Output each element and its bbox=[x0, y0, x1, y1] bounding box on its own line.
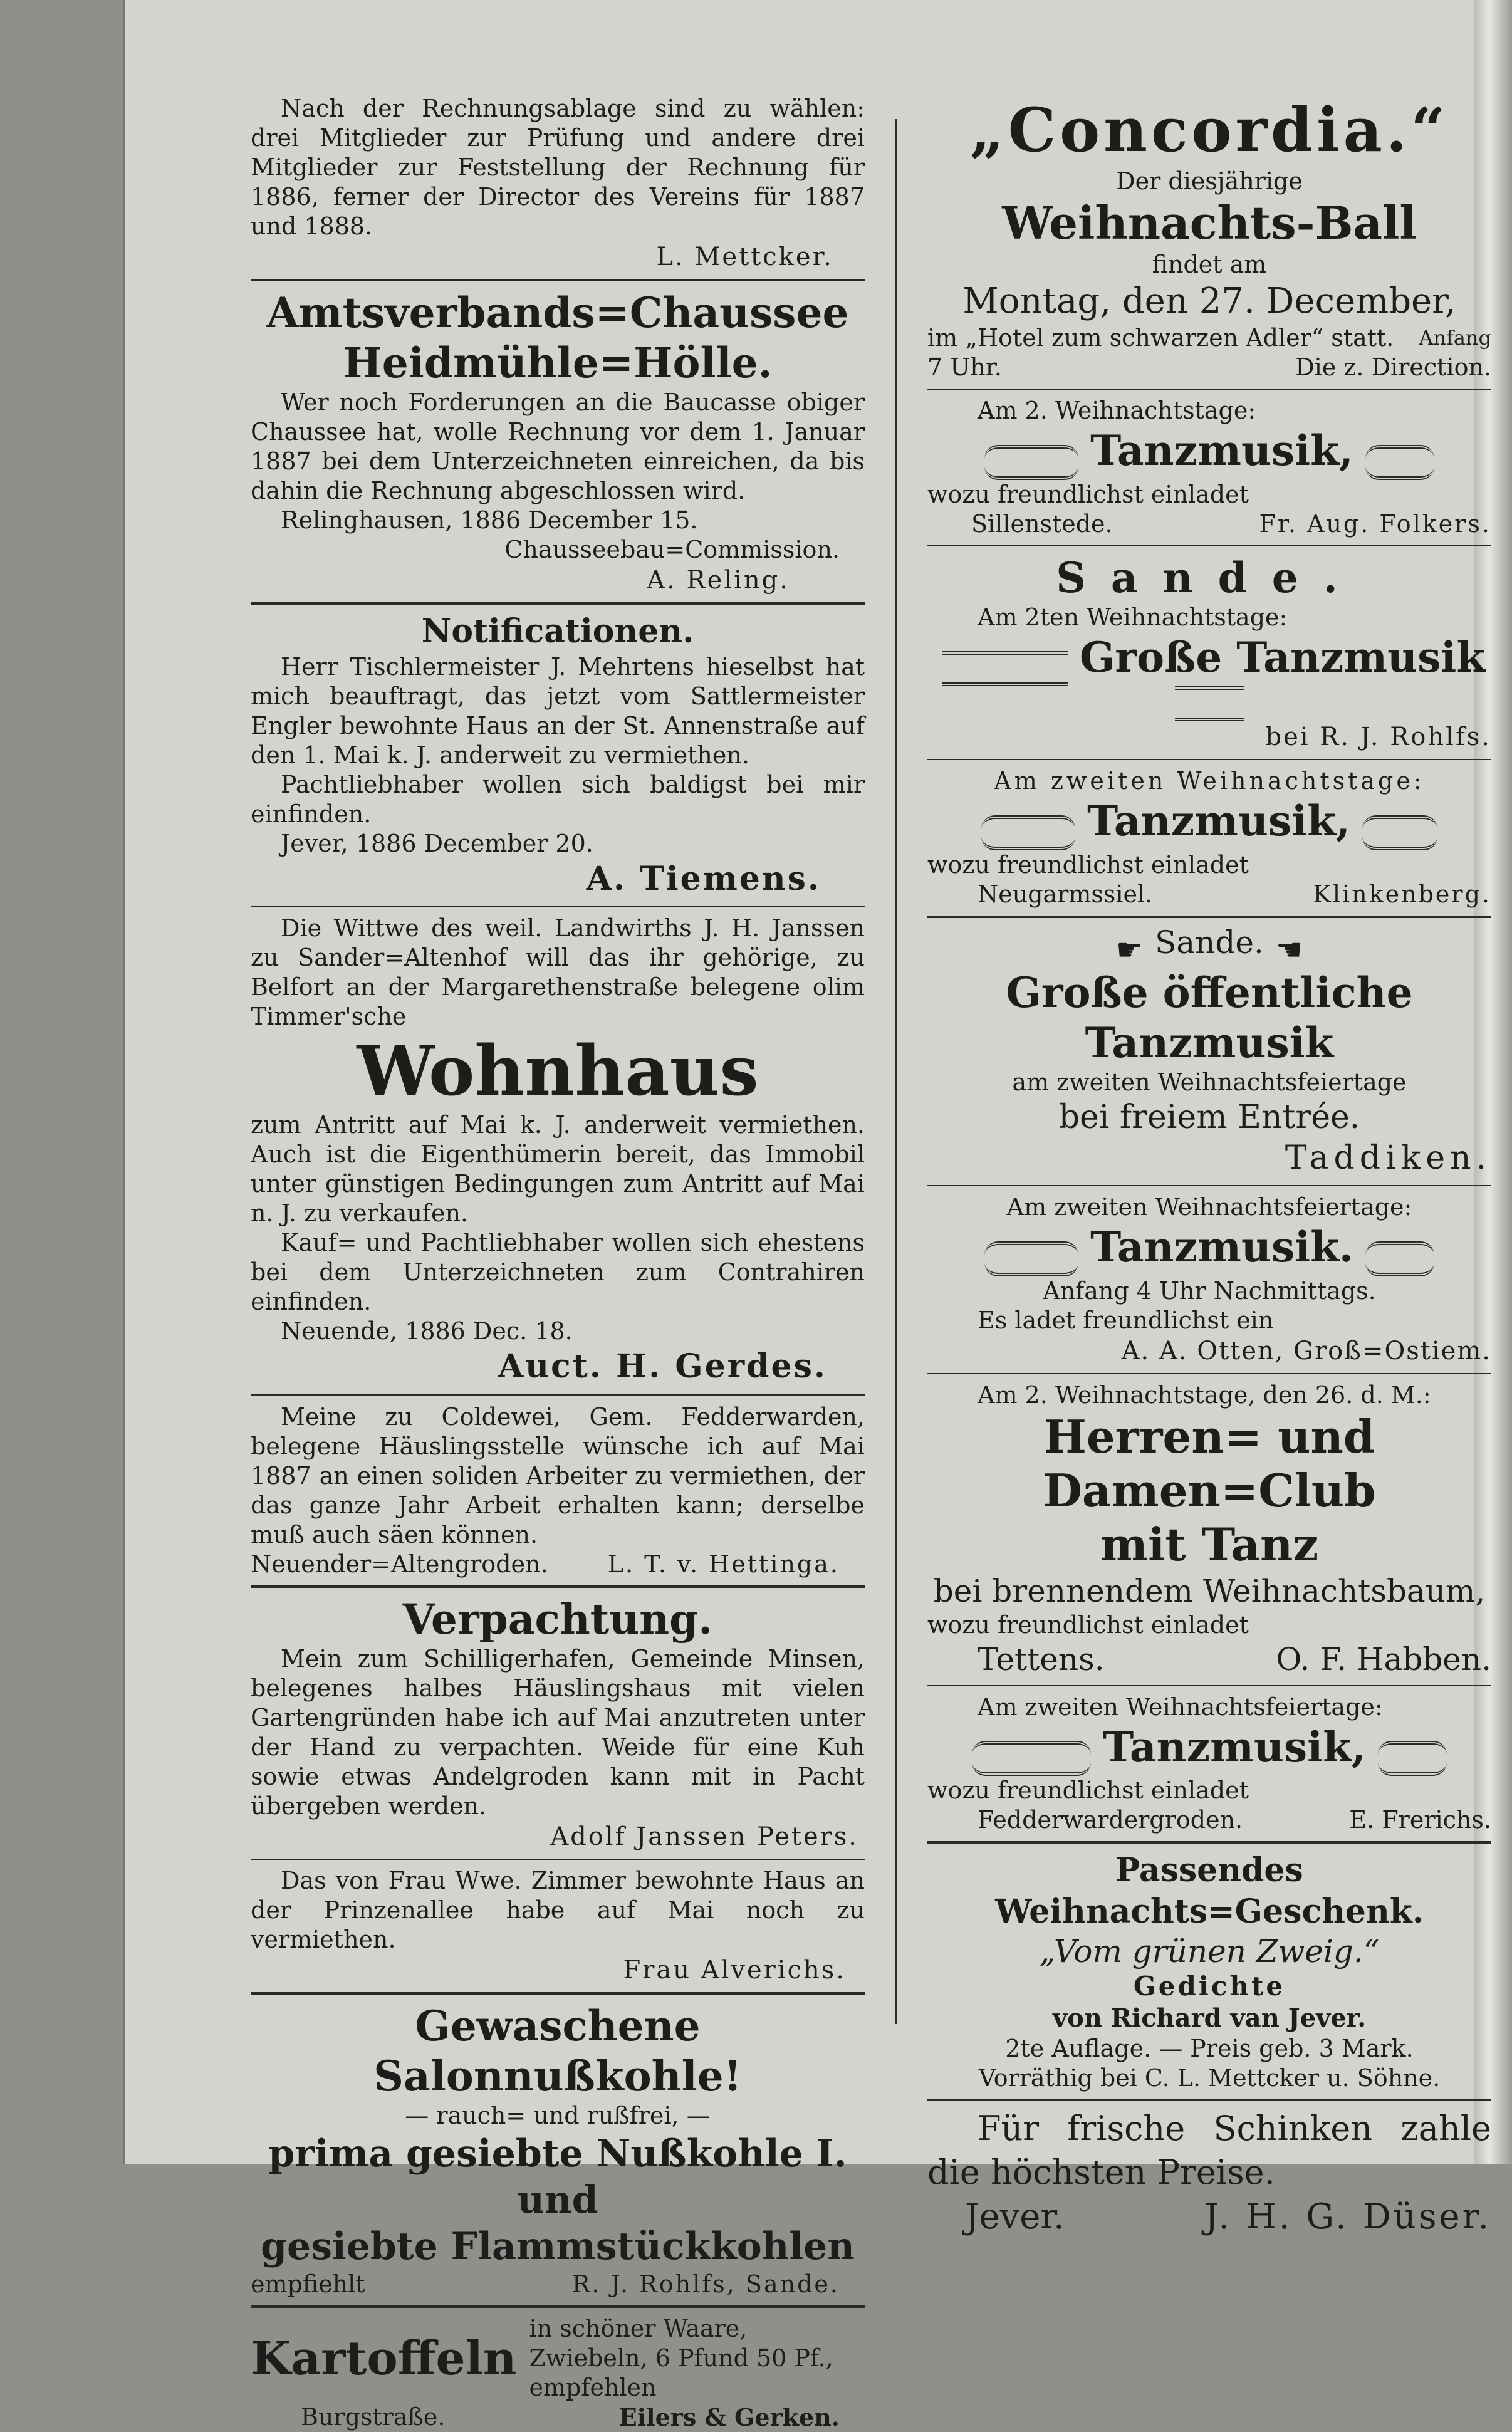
ad-header bbox=[251, 2314, 865, 2403]
ad-title: Tanzmusik. bbox=[1090, 1223, 1353, 1271]
ad-kartoffeln bbox=[251, 2314, 865, 2432]
ad-headline: gesiebte Flammstückkohlen bbox=[261, 2225, 855, 2268]
ad-signature: A. Tiemens. bbox=[586, 860, 821, 898]
ad-footer bbox=[251, 1550, 865, 1579]
ad-footer bbox=[927, 509, 1491, 539]
ad-label: empfiehlt bbox=[251, 2270, 365, 2298]
ad-text: in schöner Waare, Zwiebeln, 6 Pfund 50 Pf., empfehlen bbox=[529, 2315, 833, 2401]
ad-signature: A. Reling. bbox=[647, 566, 790, 595]
ad-text: Herr Tischlermeister J. Mehrtens hieselbst hat mich beauftragt, das jetzt vom Sattlermeister Engler bewohnte Haus an der St. Annenstraße auf den 1. Mai k. J. anderweit zu vermiethen. bbox=[251, 653, 865, 769]
ad-sillenstede bbox=[927, 396, 1491, 539]
ad-top: Am 2. Weihnachtstage, den 26. d. M.: bbox=[978, 1380, 1431, 1409]
ad-verpachtung bbox=[251, 1594, 865, 1852]
ad-footer bbox=[927, 2195, 1491, 2240]
ad-text: bei brennendem Weihnachtsbaum, bbox=[933, 1572, 1486, 1609]
ad-head: Sande. bbox=[1056, 553, 1363, 602]
ad-title-line bbox=[927, 632, 1491, 722]
ad-taddiken bbox=[927, 924, 1491, 1179]
ad-neugarmssiel bbox=[927, 766, 1491, 909]
ornament-icon bbox=[1362, 815, 1437, 850]
ad-place: Sillenstede. bbox=[971, 509, 1113, 538]
divider bbox=[251, 602, 865, 605]
ad-rechnungsablage bbox=[251, 94, 865, 273]
ad-title: Heidmühle=Hölle. bbox=[343, 338, 773, 387]
ad-signature: Frau Alverichs. bbox=[623, 1956, 846, 1985]
ad-signature: E. Frerichs. bbox=[1349, 1806, 1491, 1834]
ornament-icon bbox=[1365, 445, 1434, 480]
ad-haeuslingsstelle bbox=[251, 1402, 865, 1579]
ad-title: Wohnhaus bbox=[357, 1030, 759, 1111]
ad-text: Kauf= und Pachtliebhaber wollen sich ehestens bei dem Unterzeichneten zum Contrahiren einfinden. bbox=[251, 1229, 865, 1315]
ad-headline: Weihnachts-Ball bbox=[1002, 196, 1417, 249]
ad-wohnhaus bbox=[251, 914, 865, 1387]
ad-anfang: Anfang bbox=[1419, 326, 1491, 350]
ad-subtitle: — rauch= und rußfrei, — bbox=[405, 2102, 711, 2129]
ad-subtitle: Der diesjährige bbox=[1116, 167, 1303, 195]
ad-title: Große öffentliche Tanzmusik bbox=[1006, 968, 1413, 1067]
ad-footer bbox=[251, 2403, 865, 2432]
ad-signature: A. A. Otten, Groß=Ostiem. bbox=[1121, 1336, 1491, 1365]
ad-title: Verpachtung. bbox=[402, 1595, 713, 1644]
ad-text: Mein zum Schilligerhafen, Gemeinde Minsen, belegenes halbes Häuslingshaus mit vielen Gartengründen habe ich auf Mai anzutreten unter der Hand zu verpachten. Weide für eine Kuh sowie etwas Andelgroden kann mit in Pacht übergeben werden. bbox=[251, 1645, 865, 1820]
ad-otten bbox=[927, 1193, 1491, 1367]
ad-place: Neugarmssiel. bbox=[978, 880, 1153, 908]
ornament-icon bbox=[981, 815, 1075, 850]
ad-title: Passendes Weihnachts=Geschenk. bbox=[995, 1851, 1424, 1931]
ad-kohle bbox=[251, 2001, 865, 2299]
ad-concordia bbox=[927, 94, 1491, 382]
divider bbox=[251, 1992, 865, 1995]
ad-footer bbox=[927, 1805, 1491, 1835]
pointing-hand-left-icon: ☚ bbox=[1275, 932, 1303, 968]
ad-title: Amtsverbands=Chaussee bbox=[266, 288, 849, 337]
ad-head: Sande. bbox=[1155, 924, 1264, 961]
ad-title: Große Tanzmusik bbox=[1080, 632, 1486, 682]
ad-top: Am 2ten Weihnachtstage: bbox=[978, 603, 1288, 631]
divider bbox=[251, 279, 865, 281]
column-divider bbox=[895, 119, 897, 2024]
ad-signature: Taddiken. bbox=[1285, 1139, 1491, 1177]
ad-signature: Klinkenberg. bbox=[1313, 880, 1491, 908]
ad-signature: Auct. H. Gerdes. bbox=[498, 1347, 827, 1386]
divider bbox=[927, 759, 1491, 760]
ad-title-line bbox=[927, 1722, 1491, 1777]
ad-signature: Adolf Janssen Peters. bbox=[550, 1822, 858, 1851]
ad-place-date: Jever, 1886 December 20. bbox=[281, 830, 593, 857]
ornament-icon bbox=[1378, 1741, 1447, 1776]
ad-text: Es ladet freundlichst ein bbox=[978, 1306, 1274, 1334]
ad-footer bbox=[251, 2270, 865, 2299]
ad-text: bei freiem Entrée. bbox=[1058, 1099, 1360, 1136]
ad-text: Wer noch Forderungen an die Baucasse obiger Chaussee hat, wolle Rechnung vor dem 1. Januar 1887 bei dem Unterzeichneten einreichen, da bis dahin die Rechnung abgeschlossen wird. bbox=[251, 389, 865, 504]
divider bbox=[251, 1859, 865, 1860]
ad-geschenk bbox=[927, 1850, 1491, 2093]
divider bbox=[251, 906, 865, 907]
ad-place-date: Neuende, 1886 Dec. 18. bbox=[281, 1317, 573, 1345]
ad-frerichs bbox=[927, 1693, 1491, 1835]
ad-signature: L. T. v. Hettinga. bbox=[607, 1550, 840, 1578]
ad-signature: L. Mettcker. bbox=[656, 243, 833, 271]
ad-top: Am zweiten Weihnachtsfeiertage: bbox=[978, 1693, 1383, 1721]
ad-place: Tettens. bbox=[978, 1641, 1105, 1678]
ad-title: Notificationen. bbox=[421, 612, 694, 650]
ad-place: Burgstraße. bbox=[301, 2403, 446, 2431]
ad-time: 7 Uhr. bbox=[927, 353, 1002, 381]
divider bbox=[927, 1373, 1491, 1374]
ad-schinken bbox=[927, 2107, 1491, 2240]
laurel-icon bbox=[1175, 686, 1244, 721]
ornament-icon bbox=[972, 1741, 1091, 1776]
ad-invite: wozu freundlichst einladet bbox=[927, 480, 1249, 508]
ad-place-date: Relinghausen, 1886 December 15. bbox=[281, 506, 698, 534]
ad-title-line bbox=[927, 1222, 1491, 1276]
ad-signature: O. F. Habben. bbox=[1276, 1641, 1491, 1678]
ad-footer bbox=[927, 353, 1491, 382]
ad-signature: bei R. J. Rohlfs. bbox=[1265, 723, 1491, 751]
ad-text: Für frische Schinken zahle die höchsten Preise. bbox=[927, 2109, 1491, 2192]
divider bbox=[251, 2305, 865, 2308]
divider bbox=[927, 545, 1491, 546]
ad-date: Montag, den 27. December, bbox=[962, 281, 1456, 321]
ad-author: von Richard van Jever. bbox=[1052, 2003, 1367, 2033]
ad-text: Nach der Rechnungsablage sind zu wählen: drei Mitglieder zur Prüfung und andere drei Mitglieder zur Feststellung der Rechnung für 1886, ferner der Director des Vereins für 1887 und 1888. bbox=[251, 95, 865, 240]
pointing-hand-right-icon: ☛ bbox=[1115, 932, 1144, 968]
ad-title: Gewaschene Salonnußkohle! bbox=[373, 2001, 742, 2101]
ad-top: Am 2. Weihnachtstage: bbox=[978, 397, 1256, 424]
ad-headline: prima gesiebte Nußkohle I. und bbox=[268, 2132, 847, 2222]
ad-title: Herren= und Damen=Club bbox=[1043, 1409, 1376, 1517]
ad-signature: Eilers & Gerken. bbox=[618, 2403, 840, 2431]
ad-notificationen bbox=[251, 611, 865, 900]
ad-top: Am zweiten Weihnachtsfeiertage: bbox=[1006, 1193, 1412, 1221]
ad-footer bbox=[927, 880, 1491, 909]
ad-title: Tanzmusik, bbox=[1103, 1722, 1366, 1772]
ad-title: Tanzmusik, bbox=[1087, 796, 1350, 845]
ad-invite: wozu freundlichst einladet bbox=[927, 1777, 1249, 1804]
ad-title: Kartoffeln bbox=[251, 2331, 517, 2386]
laurel-icon bbox=[942, 651, 1068, 686]
divider bbox=[927, 389, 1491, 390]
ad-text: Die Wittwe des weil. Landwirths J. H. Janssen zu Sander=Altenhof will das ihr gehörige, zu Belfort an der Margarethenstraße belegene olim Timmer'sche bbox=[251, 914, 865, 1030]
ad-title-line bbox=[927, 796, 1491, 850]
ad-text: Pachtliebhaber wollen sich baldigst bei mir einfinden. bbox=[251, 771, 865, 828]
ad-top: Am zweiten Weihnachtstage: bbox=[994, 767, 1425, 795]
ad-text: am zweiten Weihnachtsfeiertage bbox=[1012, 1068, 1407, 1096]
ad-text: zum Antritt auf Mai k. J. anderweit vermiethen. Auch ist die Eigenthümerin bereit, das Immobil unter günstigen Bedingungen zum Antritt auf Mai n. J. zu verkaufen. bbox=[251, 1111, 865, 1227]
ad-habben bbox=[927, 1380, 1491, 1679]
divider bbox=[927, 2099, 1491, 2101]
ad-invite: wozu freundlichst einladet bbox=[927, 850, 1249, 879]
ad-book-title: „Vom grünen Zweig.“ bbox=[1039, 1933, 1380, 1970]
ad-place: Jever. bbox=[965, 2196, 1065, 2237]
ad-place: Neuender=Altengroden. bbox=[251, 1550, 548, 1578]
ad-title-line bbox=[927, 425, 1491, 480]
ornament-icon bbox=[1365, 1241, 1434, 1276]
ad-head-line bbox=[927, 924, 1491, 968]
ornament-icon bbox=[984, 1241, 1078, 1276]
ad-text: Meine zu Coldewei, Gem. Fedderwarden, belegene Häuslingsstelle wünsche ich auf Mai 1887 an einen soliden Arbeiter zu vermiethen, der das ganze Jahr Arbeit erhalten kann; derselbe muß auch säen können. bbox=[251, 1403, 865, 1548]
divider bbox=[927, 1685, 1491, 1686]
divider bbox=[927, 1841, 1491, 1844]
divider bbox=[251, 1394, 865, 1396]
ad-title: Tanzmusik, bbox=[1090, 426, 1353, 475]
ad-text: Das von Frau Wwe. Zimmer bewohnte Haus an der Prinzenallee habe auf Mai noch zu vermiethen. bbox=[251, 1867, 865, 1953]
ad-prinzenallee bbox=[251, 1866, 865, 1986]
ad-signature: Fr. Aug. Folkers. bbox=[1259, 509, 1491, 538]
ad-organization: Chausseebau=Commission. bbox=[504, 536, 840, 563]
ad-signature: Die z. Direction. bbox=[1295, 353, 1491, 381]
divider bbox=[927, 1185, 1491, 1186]
ad-kind: Gedichte bbox=[1133, 1971, 1286, 2001]
divider bbox=[927, 916, 1491, 918]
ornament-icon bbox=[984, 445, 1078, 480]
ad-title: „Concordia.“ bbox=[969, 95, 1449, 165]
ad-hotel: im „Hotel zum schwarzen Adler“ statt. bbox=[927, 324, 1394, 352]
ad-chaussee bbox=[251, 288, 865, 596]
ad-edition: 2te Auflage. — Preis geb. 3 Mark. bbox=[1005, 2035, 1414, 2062]
ad-footer bbox=[927, 1640, 1491, 1679]
divider bbox=[251, 1585, 865, 1588]
left-column bbox=[251, 94, 865, 2432]
ad-signature: J. H. G. Düser. bbox=[1204, 2196, 1491, 2237]
ad-sande-rohlfs bbox=[927, 553, 1491, 753]
ad-title: mit Tanz bbox=[1100, 1517, 1319, 1571]
ad-text: findet am bbox=[1152, 251, 1267, 278]
ad-stock: Vorräthig bei C. L. Mettcker u. Söhne. bbox=[978, 2064, 1441, 2092]
ad-signature: R. J. Rohlfs, Sande. bbox=[571, 2270, 840, 2298]
ad-place: Fedderwardergroden. bbox=[978, 1806, 1243, 1834]
ad-invite: wozu freundlichst einladet bbox=[927, 1610, 1249, 1639]
ad-text: Anfang 4 Uhr Nachmittags. bbox=[1043, 1276, 1376, 1305]
ad-hotel-line bbox=[927, 323, 1491, 353]
right-column bbox=[927, 94, 1491, 2240]
